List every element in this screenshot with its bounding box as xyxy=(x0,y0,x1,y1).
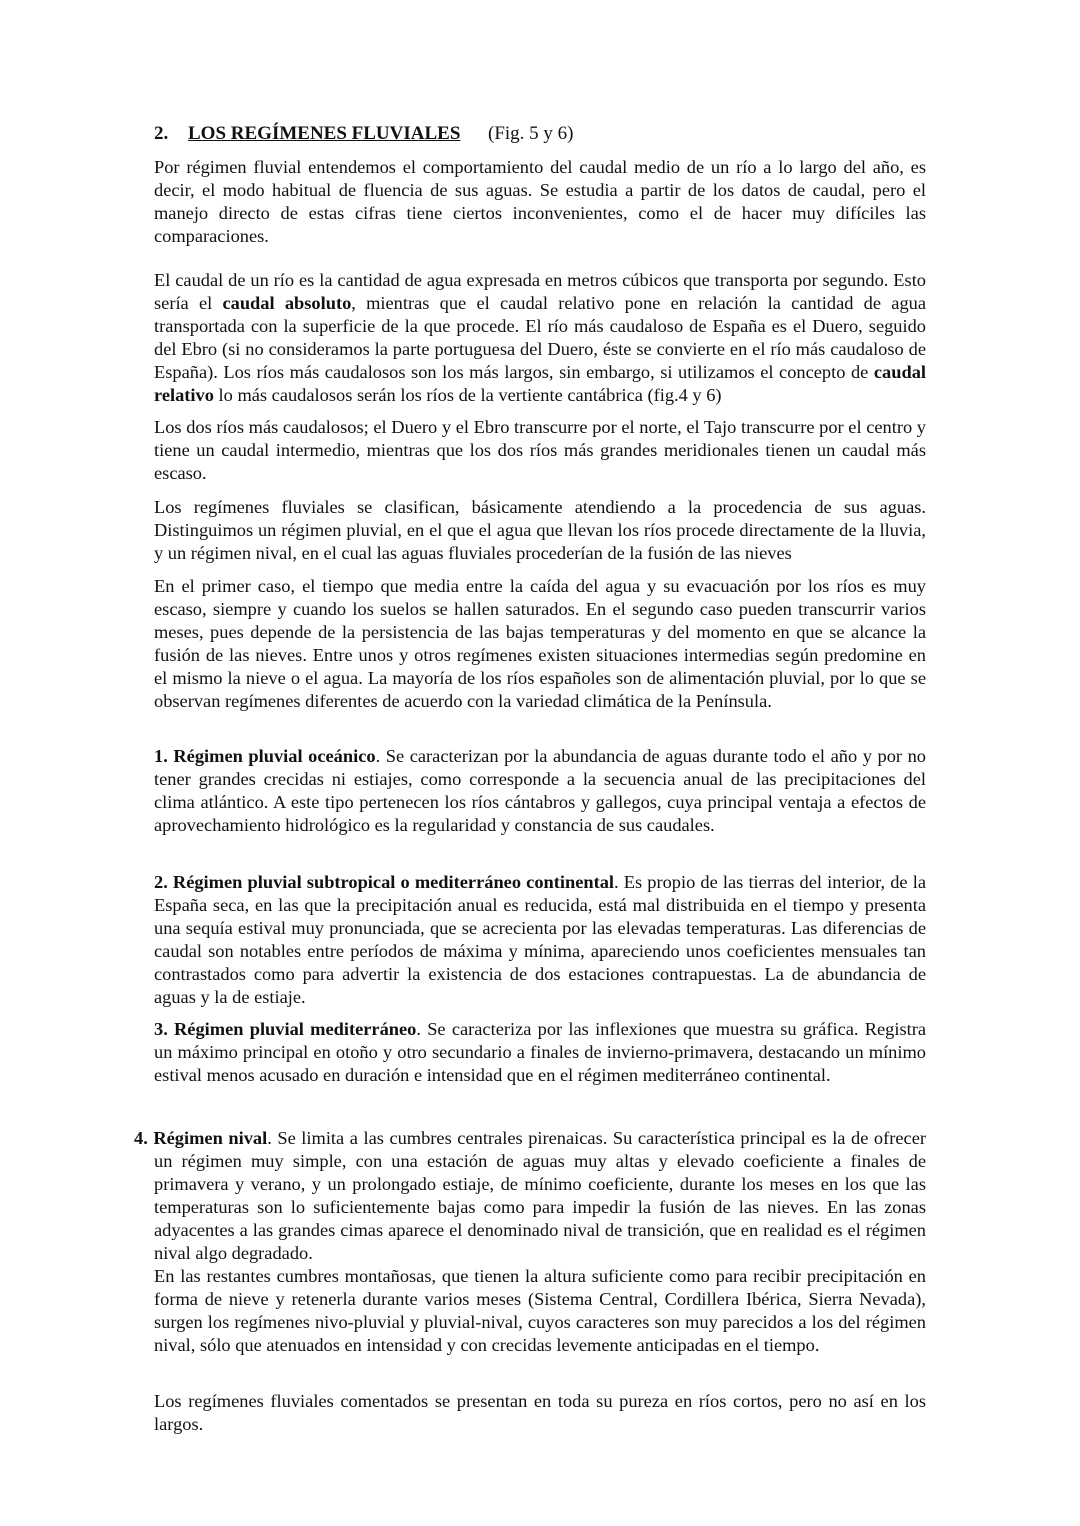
item-3-title: 3. Régimen pluvial mediterráneo xyxy=(154,1019,417,1039)
caudal-text-3: lo más caudalosos serán los ríos de la vertiente cantábrica (fig.4 y 6) xyxy=(213,385,722,405)
item-2-title: 2. Régimen pluvial subtropical o mediterráneo continental xyxy=(154,872,615,892)
item-pluvial-mediterraneo xyxy=(154,1018,926,1087)
caudal-text-1: El caudal de un río es la cantidad de agua expresada en metros cúbicos que transporta por segundo. Esto sería el xyxy=(154,270,926,313)
item-3-body: . Se caracteriza por las inflexiones que muestra su gráfica. Registra un máximo principal en otoño y otro secundario a finales de invierno-primavera, destacando un mínimo estival menos acusado en duración e intensidad que en el régimen mediterráneo continental. xyxy=(154,1019,927,1085)
caudal-text-2: , mientras que el caudal relativo pone en relación la cantidad de agua transportada con la superficie de la que procede. El río más caudaloso de España es el Duero, seguido del Ebro (si no consideramos la parte portuguesa del Duero, éste se convierte en el río más caudaloso de España). Los ríos más caudalosos son los más largos, sin embargo, si utilizamos el concepto de xyxy=(154,293,926,382)
item-4-lead xyxy=(134,1127,926,1265)
item-1-body: . Se caracterizan por la abundancia de aguas durante todo el año y por no tener grandes crecidas ni estiajes, como corresponde a la secuencia anual de las precipitaciones del clima atlántico. A este tipo pertenecen los ríos cántabros y gallegos, cuya principal ventaja a efectos de aprovechamiento hidrológico es la regularidad y constancia de sus caudales. xyxy=(154,746,926,835)
item-pluvial-oceanico xyxy=(154,745,926,837)
caudal-absoluto-term: caudal absoluto xyxy=(222,293,352,313)
paragraph-definition: Por régimen fluvial entendemos el comportamiento del caudal medio de un río a lo largo del año, es decir, el modo habitual de fluencia de sus aguas. Se estudia a partir de los datos de caudal, pero el manejo directo de estas cifras tiene ciertos inconvenientes, como el de hacer muy difíciles las comparaciones. xyxy=(154,157,926,246)
item-4-continuation: En las restantes cumbres montañosas, que tienen la altura suficiente como para recibir precipitación en forma de nieve y retenerla durante varios meses (Sistema Central, Cordillera Ibérica, Sierra Nevada), surgen los regímenes nivo-pluvial y pluvial-nival, cuyos caracteres son muy parecidos a los del régimen nival, sólo que atenuados en intensidad y con crecidas levemente anticipadas en el tiempo. xyxy=(154,1266,926,1355)
caudal-relativo-term: caudal relativo xyxy=(154,362,926,405)
item-nival xyxy=(134,1127,926,1357)
item-4-body: . Se limita a las cumbres centrales pirenaicas. Su característica principal es la de ofrecer un régimen muy simple, con una estación de aguas muy altas y elevado coeficiente a finales de primavera y verano, y un prolongado estiaje, de mínimo coeficiente, durante los meses en los que las temperaturas son lo suficientemente bajas como para impedir la fusión de las nieves. En las zonas adyacentes a las grandes cimas aparece el denominado nival de transición, que en realidad es el régimen nival algo degradado. xyxy=(154,1128,926,1263)
paragraph-timing: En el primer caso, el tiempo que media entre la caída del agua y su evacuación por los ríos es muy escaso, siempre y cuando los suelos se hallen saturados. En el segundo caso pueden transcurrir varios meses, pues depende de la persistencia de las bajas temperaturas y del momento en que se alcance la fusión de las nieves. Entre unos y otros regímenes existen situaciones intermedias según predomine en el mismo la nieve o el agua. La mayoría de los ríos españoles son de alimentación pluvial, por lo que se observan regímenes diferentes de acuerdo con la variedad climática de la Península. xyxy=(154,576,926,711)
item-1-title: 1. Régimen pluvial oceánico xyxy=(154,746,376,766)
paragraph-classification: Los regímenes fluviales se clasifican, básicamente atendiendo a la procedencia de sus aguas. Distinguimos un régimen pluvial, en el que el agua que llevan los ríos procede directamente de la lluvia, y un régimen nival, en el cual las aguas fluviales procederían de la fusión de las nieves xyxy=(154,497,926,563)
item-pluvial-subtropical xyxy=(154,871,926,1009)
section-title: LOS REGÍMENES FLUVIALES xyxy=(188,123,461,144)
paragraph-rivers: Los dos ríos más caudalosos; el Duero y el Ebro transcurre por el norte, el Tajo transcurre por el centro y tiene un caudal intermedio, mientras que los dos ríos más grandes meridionales tienen un caudal más escaso. xyxy=(154,417,926,483)
paragraph-closing: Los regímenes fluviales comentados se presentan en toda su pureza en ríos cortos, pero no así en los largos. xyxy=(154,1391,926,1434)
section-number: 2. xyxy=(154,123,169,144)
item-4-title: 4. Régimen nival xyxy=(134,1128,268,1148)
paragraph-caudal xyxy=(154,269,926,407)
item-2-body: . Es propio de las tierras del interior, de la España seca, en las que la precipitación anual es reducida, está mal distribuida en el tiempo y presenta una sequía estival muy pronunciada, que se acrecienta por las elevadas temperaturas. Las diferencias de caudal son notables entre períodos de máxima y mínima, apareciendo unos coeficientes mensuales tan contrastados como para advertir la existencia de dos estaciones contrapuestas. La de abundancia de aguas y la de estiaje. xyxy=(154,872,926,1007)
figure-reference: (Fig. 5 y 6) xyxy=(488,123,574,144)
